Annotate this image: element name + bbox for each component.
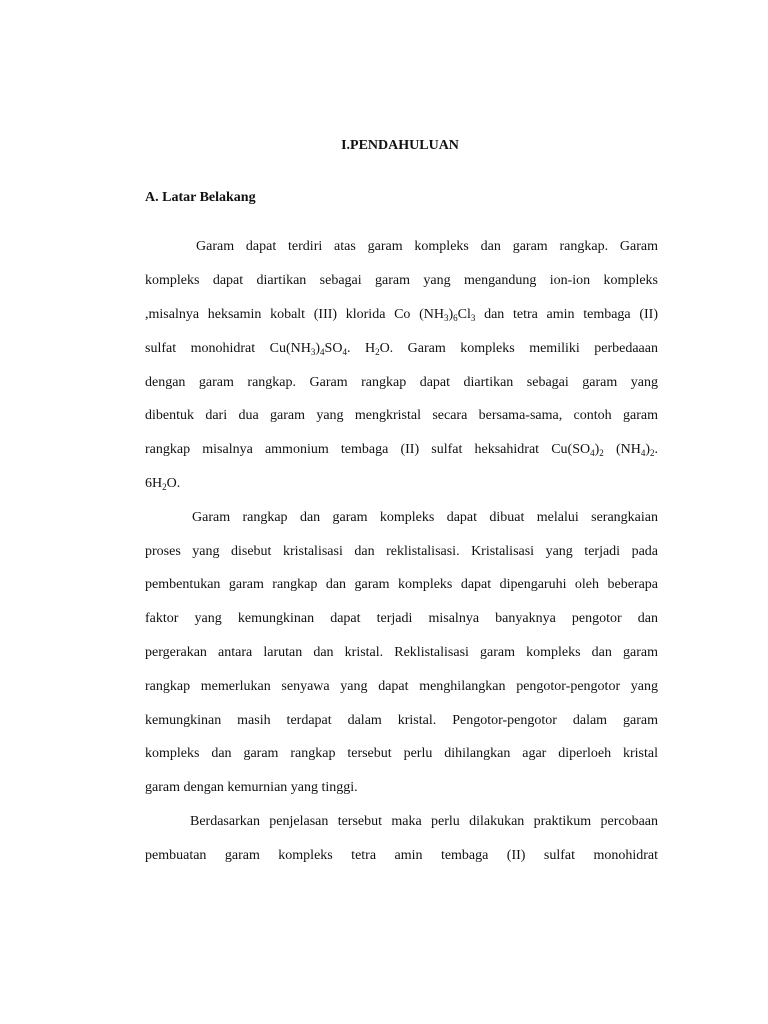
paragraph-line: kompleks dapat diartikan sebagai garam yang mengandung ion-ion kompleks — [145, 273, 658, 288]
paragraph-line: rangkap memerlukan senyawa yang dapat menghilangkan pengotor-pengotor yang — [145, 679, 658, 694]
paragraph-line: ,misalnya heksamin kobalt (III) klorida Co $(NH_3)_6Cl_3$ dan tetra amin tembaga (II) — [145, 307, 658, 323]
paragraph-line: pembentukan garam rangkap dan garam kompleks dapat dipengaruhi oleh beberapa — [145, 577, 658, 592]
section-heading: A. Latar Belakang — [145, 190, 256, 205]
paragraph-line: Garam rangkap dan garam kompleks dapat dibuat melalui serangkaian — [192, 510, 658, 525]
paragraph-line: Garam dapat terdiri atas garam kompleks dan garam rangkap. Garam — [196, 239, 658, 254]
paragraph-line: dibentuk dari dua garam yang mengkristal secara bersama-sama, contoh garam — [145, 408, 658, 423]
paragraph-line: proses yang disebut kristalisasi dan reklistalisasi. Kristalisasi yang terjadi pada — [145, 544, 658, 559]
paragraph-line: kompleks dan garam rangkap tersebut perlu dihilangkan agar diperloeh kristal — [145, 746, 658, 761]
paragraph-line: faktor yang kemungkinan dapat terjadi misalnya banyaknya pengotor dan — [145, 611, 658, 626]
paragraph-line: sulfat monohidrat $Cu(NH_3)_4SO_4$. $H_2O$. Garam kompleks memiliki perbedaaan — [145, 341, 658, 357]
paragraph-line: dengan garam rangkap. Garam rangkap dapat diartikan sebagai garam yang — [145, 375, 658, 390]
paragraph-line: kemungkinan masih terdapat dalam kristal. Pengotor-pengotor dalam garam — [145, 713, 658, 728]
page-title: I.PENDAHULUAN — [341, 138, 459, 153]
paragraph-line: garam dengan kemurnian yang tinggi. — [145, 780, 358, 795]
paragraph-line: pergerakan antara larutan dan kristal. Reklistalisasi garam kompleks dan garam — [145, 645, 658, 660]
paragraph-line: pembuatan garam kompleks tetra amin tembaga (II) sulfat monohidrat — [145, 848, 658, 863]
paragraph-line: rangkap misalnya ammonium tembaga (II) sulfat heksahidrat $Cu(SO_4)_2$ $(NH_4)_2$. — [145, 442, 658, 458]
paragraph-line: Berdasarkan penjelasan tersebut maka perlu dilakukan praktikum percobaan — [190, 814, 658, 829]
paragraph-line: $6H_2O$. — [145, 476, 181, 492]
